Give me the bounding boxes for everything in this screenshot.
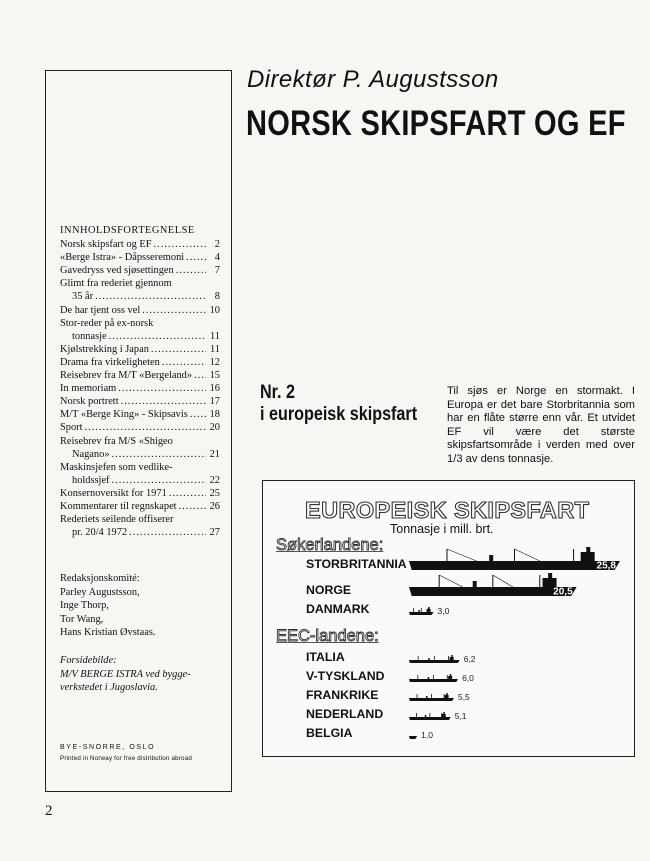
toc-row — [60, 435, 220, 448]
value-label: 25,8 — [596, 560, 616, 572]
ship-bar — [409, 655, 460, 663]
toc-leader-dots — [186, 251, 206, 264]
toc-row — [60, 251, 220, 264]
article-subhead — [260, 382, 417, 426]
toc-row — [60, 526, 220, 539]
ship-bar — [409, 712, 451, 720]
toc-page: 25 — [209, 487, 220, 499]
toc-title: Stor-reder på ex-norsk — [60, 317, 154, 329]
toc-leader-dots — [142, 304, 206, 317]
toc-page: 2 — [214, 239, 220, 251]
toc-title: Sport — [60, 422, 83, 434]
toc-title: Norsk portrett — [60, 396, 119, 408]
toc-leader-dots — [151, 343, 206, 356]
toc-page: 16 — [209, 383, 220, 395]
toc-row — [60, 461, 220, 474]
ship-bar — [409, 693, 454, 701]
toc-title: holdssjef — [72, 474, 110, 486]
country-label: NEDERLAND — [306, 707, 384, 721]
toc-leader-dots — [85, 421, 206, 434]
cover-line: verkstedet i Jugoslavia. — [60, 682, 158, 693]
toc-page: 22 — [209, 474, 220, 486]
toc-row — [60, 487, 220, 500]
toc-title: Maskinsjefen som vedlike- — [60, 461, 173, 473]
toc-row — [60, 448, 220, 461]
value-label: 5,1 — [454, 711, 467, 721]
ship-bar — [409, 547, 620, 570]
ship-bar — [409, 674, 458, 682]
toc-leader-dots — [129, 526, 206, 539]
value-label: 1,0 — [421, 730, 434, 740]
country-label: BELGIA — [306, 726, 353, 740]
article-title: NORSK SKIPSFART OG EF — [246, 104, 626, 143]
article-intro: Til sjøs er Norge en stormakt. I Europa er det bare Storbritannia som har en flåte større enn vår. Et utvidet EF vil være det største skipsfartsområde i verden med over 1/3 av dens tonnasje. — [447, 385, 635, 465]
toc-leader-dots — [154, 238, 207, 251]
toc-page: 18 — [209, 409, 220, 421]
value-label: 6,0 — [462, 673, 474, 683]
toc-title: In memoriam — [60, 383, 117, 395]
value-label: 6,2 — [463, 654, 476, 664]
toc-title: Konsernoversikt for 1971 — [60, 487, 167, 499]
committee-member: Inge Thorp, — [60, 600, 109, 611]
chart-subtitle: Tonnasje i mill. brt. — [390, 522, 494, 536]
toc-leader-dots — [179, 500, 206, 513]
toc-leader-dots — [112, 448, 206, 461]
toc-title: 35 år — [72, 291, 94, 303]
cover-caption — [60, 654, 225, 695]
cover-line: M/V BERGE ISTRA ved bygge- — [60, 668, 191, 680]
toc-page: 8 — [214, 291, 220, 303]
toc-page: 11 — [209, 343, 220, 355]
printer-note: Printed in Norway for free distribution abroad — [60, 755, 192, 762]
toc-page: 26 — [209, 500, 220, 512]
toc-page: 12 — [209, 356, 220, 368]
toc-row — [60, 500, 220, 513]
editorial-committee — [60, 572, 220, 640]
toc-page: 11 — [209, 330, 220, 342]
toc-row — [60, 317, 220, 330]
ship-bar — [409, 736, 417, 739]
country-label: DANMARK — [306, 602, 370, 616]
country-label: STORBRITANNIA — [306, 557, 407, 571]
value-label: 5,5 — [457, 692, 470, 702]
toc-row — [60, 513, 220, 526]
toc-title: «Berge Istra» - Dåpsseremoni — [60, 252, 185, 264]
toc-row — [60, 330, 220, 343]
toc-title: Kjølstrekking i Japan — [60, 343, 149, 355]
toc-title: Kommentarer til regnskapet — [60, 500, 177, 512]
country-label: NORGE — [306, 583, 352, 597]
toc-page: 27 — [209, 527, 220, 539]
toc-row — [60, 382, 220, 395]
country-label: V-TYSKLAND — [306, 669, 385, 683]
toc-leader-dots — [121, 395, 206, 408]
chart-bars — [262, 480, 635, 757]
toc-row — [60, 304, 220, 317]
toc-row — [60, 421, 220, 434]
toc-leader-dots — [169, 487, 206, 500]
toc-page: 7 — [214, 265, 220, 277]
toc-title: tonnasje — [72, 330, 107, 342]
toc-page: 21 — [209, 448, 220, 460]
toc-leader-dots — [112, 474, 206, 487]
toc-row — [60, 474, 220, 487]
toc-title: Norsk skipsfart og EF — [60, 239, 152, 251]
ship-bar — [409, 573, 577, 596]
toc-title: Glimt fra rederiet gjennom — [60, 278, 172, 290]
toc-leader-dots — [194, 369, 206, 382]
toc-title: Reisebrev fra M/S «Shigeo — [60, 435, 173, 447]
toc-title: Rederiets seilende offiserer — [60, 514, 174, 526]
toc-page: 10 — [209, 304, 220, 316]
toc-page: 4 — [214, 252, 220, 264]
committee-member: Hans Kristian Øvstaas. — [60, 627, 156, 638]
country-label: ITALIA — [306, 650, 345, 664]
toc-list — [60, 238, 220, 539]
toc-page: 17 — [209, 396, 220, 408]
toc-title: Reisebrev fra M/T «Bergeland» — [60, 370, 193, 382]
article-author: Direktør P. Augustsson — [247, 66, 499, 93]
toc-title: M/T «Berge King» - Skipsavis — [60, 409, 188, 421]
toc-title: Gavedryss ved sjøsettingen — [60, 265, 174, 277]
group-label-eec: EEC-landene: — [276, 627, 379, 645]
toc-leader-dots — [95, 290, 206, 303]
toc-title: Drama fra virkeligheten — [60, 356, 160, 368]
chart-title: EUROPEISK SKIPSFART — [305, 497, 590, 523]
group-label-applicants: Søkerlandene: — [276, 536, 384, 554]
value-label: 3,0 — [437, 606, 450, 616]
value-label: 20,5 — [553, 586, 573, 598]
toc-leader-dots — [176, 264, 206, 277]
committee-member: Tor Wang, — [60, 613, 104, 625]
toc-row — [60, 290, 220, 303]
toc-page: 20 — [209, 422, 220, 434]
printer-imprint — [60, 744, 230, 762]
toc-title: De har tjent oss vel — [60, 304, 141, 316]
toc-row — [60, 343, 220, 356]
table-of-contents — [60, 224, 220, 539]
toc-row — [60, 369, 220, 382]
cover-heading: Forsidebilde: — [60, 655, 117, 666]
toc-row — [60, 395, 220, 408]
toc-heading: INNHOLDSFORTEGNELSE — [60, 225, 195, 236]
page-number: 2 — [45, 803, 53, 819]
toc-page: 15 — [209, 370, 220, 382]
toc-row — [60, 356, 220, 369]
subhead-line: Nr. 2 — [260, 382, 296, 403]
subhead-line: i europeisk skipsfart — [260, 404, 418, 425]
country-label: FRANKRIKE — [306, 688, 379, 702]
toc-leader-dots — [162, 356, 206, 369]
toc-row — [60, 277, 220, 290]
toc-row — [60, 238, 220, 251]
printer-name: BYE-SNORRE, OSLO — [60, 744, 156, 751]
toc-row — [60, 264, 220, 277]
toc-leader-dots — [109, 330, 206, 343]
toc-title: pr. 20/4 1972 — [72, 527, 128, 539]
committee-member: Parley Augustsson, — [60, 586, 140, 598]
toc-leader-dots — [190, 408, 206, 421]
toc-title: Nagano» — [72, 448, 110, 460]
toc-row — [60, 408, 220, 421]
toc-leader-dots — [118, 382, 206, 395]
committee-heading: Redaksjonskomité: — [60, 573, 140, 584]
ship-bar — [409, 607, 434, 615]
